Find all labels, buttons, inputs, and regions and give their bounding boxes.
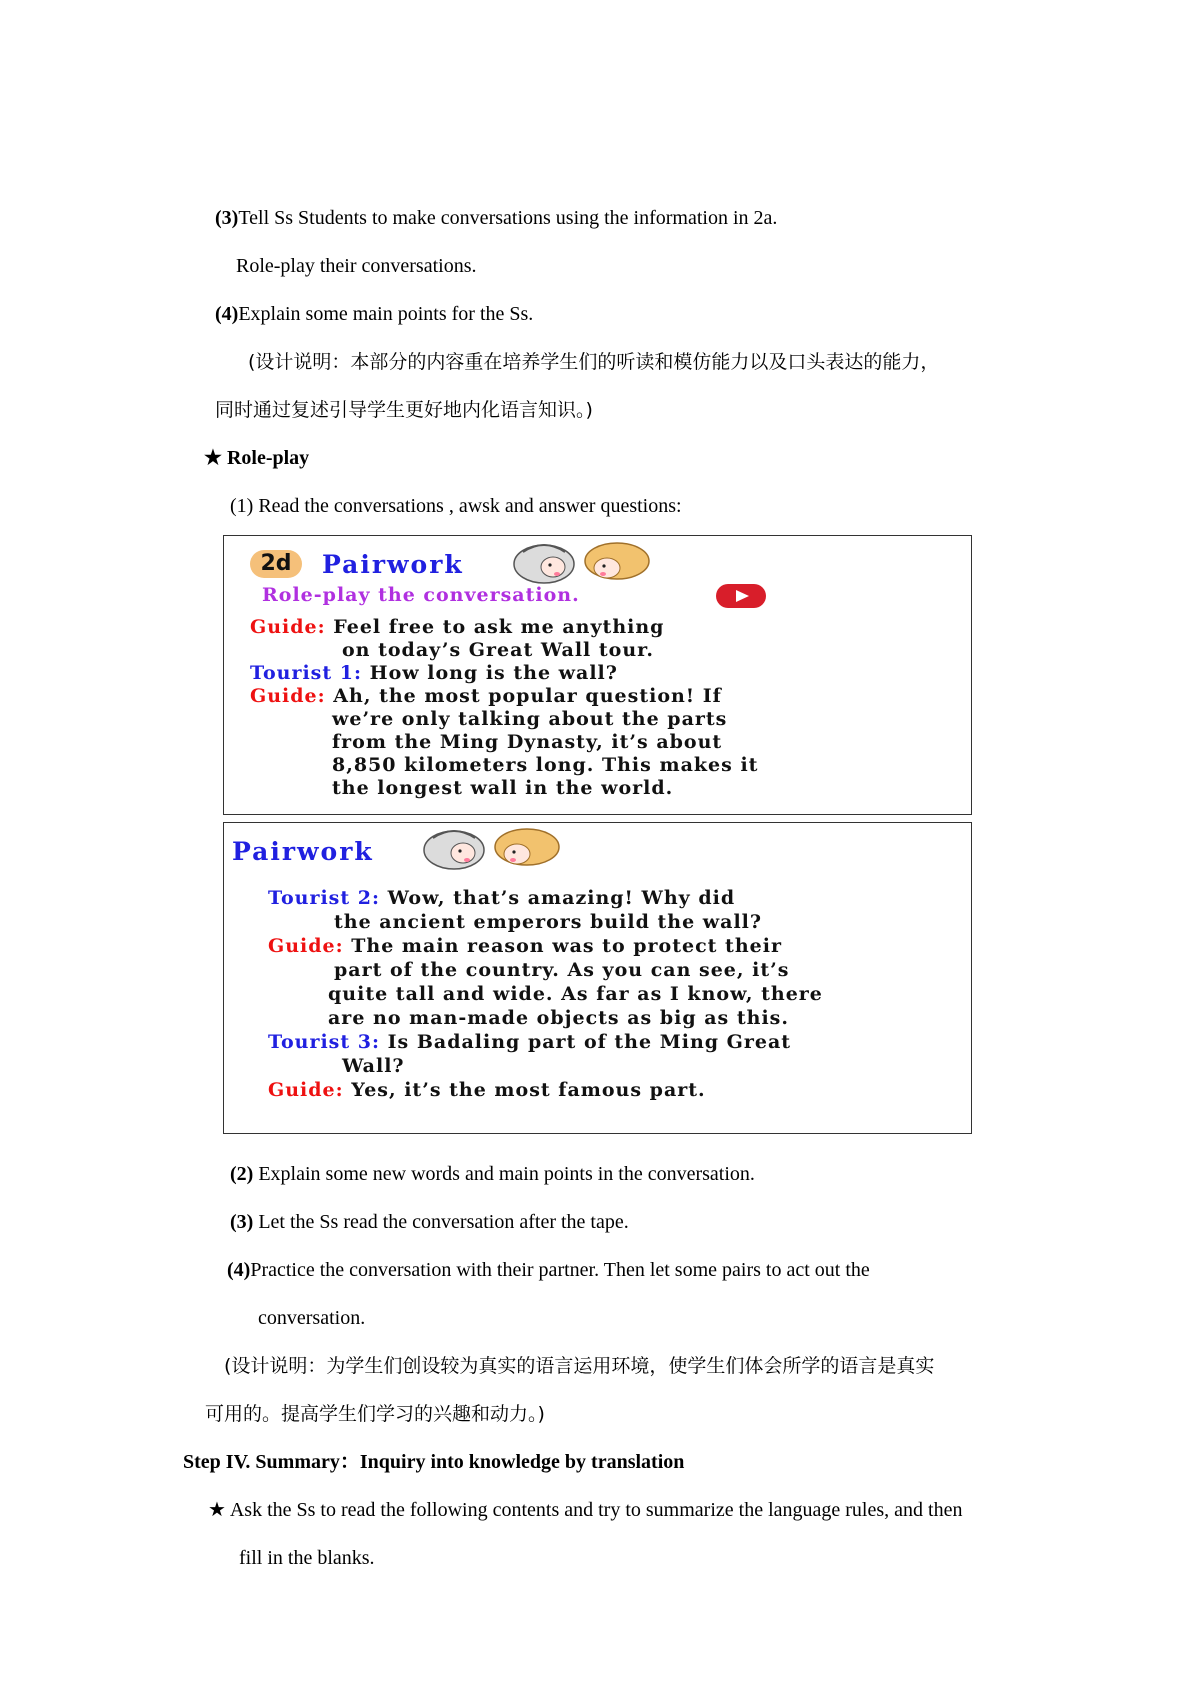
speaker-label: Guide: bbox=[250, 685, 326, 707]
instruction-text: Explain some main points for the Ss. bbox=[238, 303, 534, 325]
roleplay-step-2 bbox=[230, 1161, 755, 1187]
dialogue-guide-1 bbox=[250, 616, 664, 639]
dialogue-tourist-2 bbox=[268, 887, 735, 910]
dialogue-guide-2-cont: we’re only talking about the parts bbox=[332, 708, 728, 730]
dialogue-tourist-2-cont: the ancient emperors build the wall? bbox=[334, 911, 763, 933]
pairwork-slide-2 bbox=[223, 822, 972, 1134]
instruction-text: Tell Ss Students to make conversations using the information in 2a. bbox=[238, 207, 778, 229]
speaker-line: Is Badaling part of the Ming Great bbox=[387, 1031, 792, 1053]
instruction-3-cont bbox=[236, 253, 477, 279]
roleplay-step-4 bbox=[227, 1257, 870, 1283]
speaker-label: Tourist 3: bbox=[268, 1031, 380, 1053]
slide-title: Pairwork bbox=[322, 550, 464, 579]
dialogue-guide-2-cont: the longest wall in the world. bbox=[332, 777, 674, 799]
roleplay-step-3 bbox=[230, 1209, 629, 1235]
instruction-text: (1) Read the conversations , awsk and answer questions: bbox=[230, 495, 682, 517]
heading-text: Role-play bbox=[226, 447, 310, 469]
instruction-text: Role-play their conversations. bbox=[236, 255, 477, 277]
dialogue-guide-2-cont: from the Ming Dynasty, it’s about bbox=[332, 731, 723, 753]
speaker-label: Guide: bbox=[250, 616, 326, 638]
item-number: (3) bbox=[215, 207, 239, 229]
design-note-2 bbox=[224, 1353, 934, 1379]
instruction-3 bbox=[215, 205, 777, 231]
instruction-text: fill in the blanks. bbox=[239, 1547, 375, 1569]
item-number: (4) bbox=[227, 1259, 251, 1281]
speaker-line: Yes, it’s the most famous part. bbox=[351, 1079, 706, 1101]
dialogue-guide-3-cont: part of the country. As you can see, it’s bbox=[334, 959, 790, 981]
design-note-text: (设计说明：本部分的内容重在培养学生们的听读和模仿能力以及口头表达的能力， bbox=[248, 351, 940, 373]
characters-icon bbox=[509, 540, 654, 586]
roleplay-step-1 bbox=[230, 493, 682, 519]
roleplay-heading bbox=[204, 445, 309, 471]
design-note-1 bbox=[248, 349, 939, 375]
slide-title: Pairwork bbox=[232, 837, 374, 866]
dialogue-guide-2-cont: 8,850 kilometers long. This makes it bbox=[332, 754, 759, 776]
instruction-text: Ask the Ss to read the following contents and try to summarize the language rules, and then bbox=[229, 1499, 963, 1521]
instruction-text: Let the Ss read the conversation after the tape. bbox=[258, 1211, 629, 1233]
roleplay-step-4-cont bbox=[258, 1305, 365, 1331]
dialogue-guide-4 bbox=[268, 1079, 706, 1102]
instruction-text: Practice the conversation with their partner. Then let some pairs to act out the bbox=[250, 1259, 870, 1281]
dialogue-tourist-1 bbox=[250, 662, 618, 685]
summary-instruction bbox=[208, 1497, 962, 1523]
star-icon: ★ bbox=[208, 1499, 226, 1521]
dialogue-tourist-3 bbox=[268, 1031, 791, 1054]
dialogue-tourist-3-cont: Wall? bbox=[342, 1055, 405, 1077]
design-note-text: 同时通过复述引导学生更好地内化语言知识。) bbox=[215, 399, 593, 421]
instruction-text: Explain some new words and main points in the conversation. bbox=[258, 1163, 755, 1185]
speaker-line: Feel free to ask me anything bbox=[333, 616, 665, 638]
heading-text: Step IV. Summary：Inquiry into knowledge by translation bbox=[183, 1451, 685, 1473]
design-note-text: (设计说明：为学生们创设较为真实的语言运用环境，使学生们体会所学的语言是真实 bbox=[224, 1355, 935, 1377]
design-note-1-cont bbox=[215, 397, 593, 423]
speaker-label: Tourist 2: bbox=[268, 887, 380, 909]
speaker-label: Guide: bbox=[268, 1079, 344, 1101]
slide-subtitle: Role-play the conversation. bbox=[262, 584, 580, 606]
instruction-4 bbox=[215, 301, 533, 327]
dialogue-guide-3-cont: quite tall and wide. As far as I know, there bbox=[328, 983, 823, 1005]
speaker-label: Guide: bbox=[268, 935, 344, 957]
speaker-label: Tourist 1: bbox=[250, 662, 362, 684]
item-number: (2) bbox=[230, 1163, 254, 1185]
design-note-text: 可用的。提高学生们学习的兴趣和动力。) bbox=[205, 1403, 545, 1425]
play-icon[interactable] bbox=[716, 584, 766, 608]
characters-icon bbox=[419, 826, 564, 872]
instruction-text: conversation. bbox=[258, 1307, 366, 1329]
speaker-line: Wow, that’s amazing! Why did bbox=[387, 887, 736, 909]
item-number: (4) bbox=[215, 303, 239, 325]
star-icon: ★ bbox=[204, 447, 222, 469]
dialogue-guide-1-cont: on today’s Great Wall tour. bbox=[342, 639, 655, 661]
pairwork-slide-1 bbox=[223, 535, 972, 815]
step-4-heading bbox=[183, 1449, 684, 1475]
item-number: (3) bbox=[230, 1211, 254, 1233]
dialogue-guide-3 bbox=[268, 935, 782, 958]
dialogue-guide-2 bbox=[250, 685, 722, 708]
speaker-line: Ah, the most popular question! If bbox=[333, 685, 722, 707]
design-note-2-cont bbox=[205, 1401, 545, 1427]
speaker-line: How long is the wall? bbox=[369, 662, 618, 684]
speaker-line: The main reason was to protect their bbox=[351, 935, 782, 957]
summary-instruction-cont bbox=[239, 1545, 375, 1571]
section-badge: 2d bbox=[250, 550, 302, 578]
dialogue-guide-3-cont: are no man-made objects as big as this. bbox=[328, 1007, 789, 1029]
